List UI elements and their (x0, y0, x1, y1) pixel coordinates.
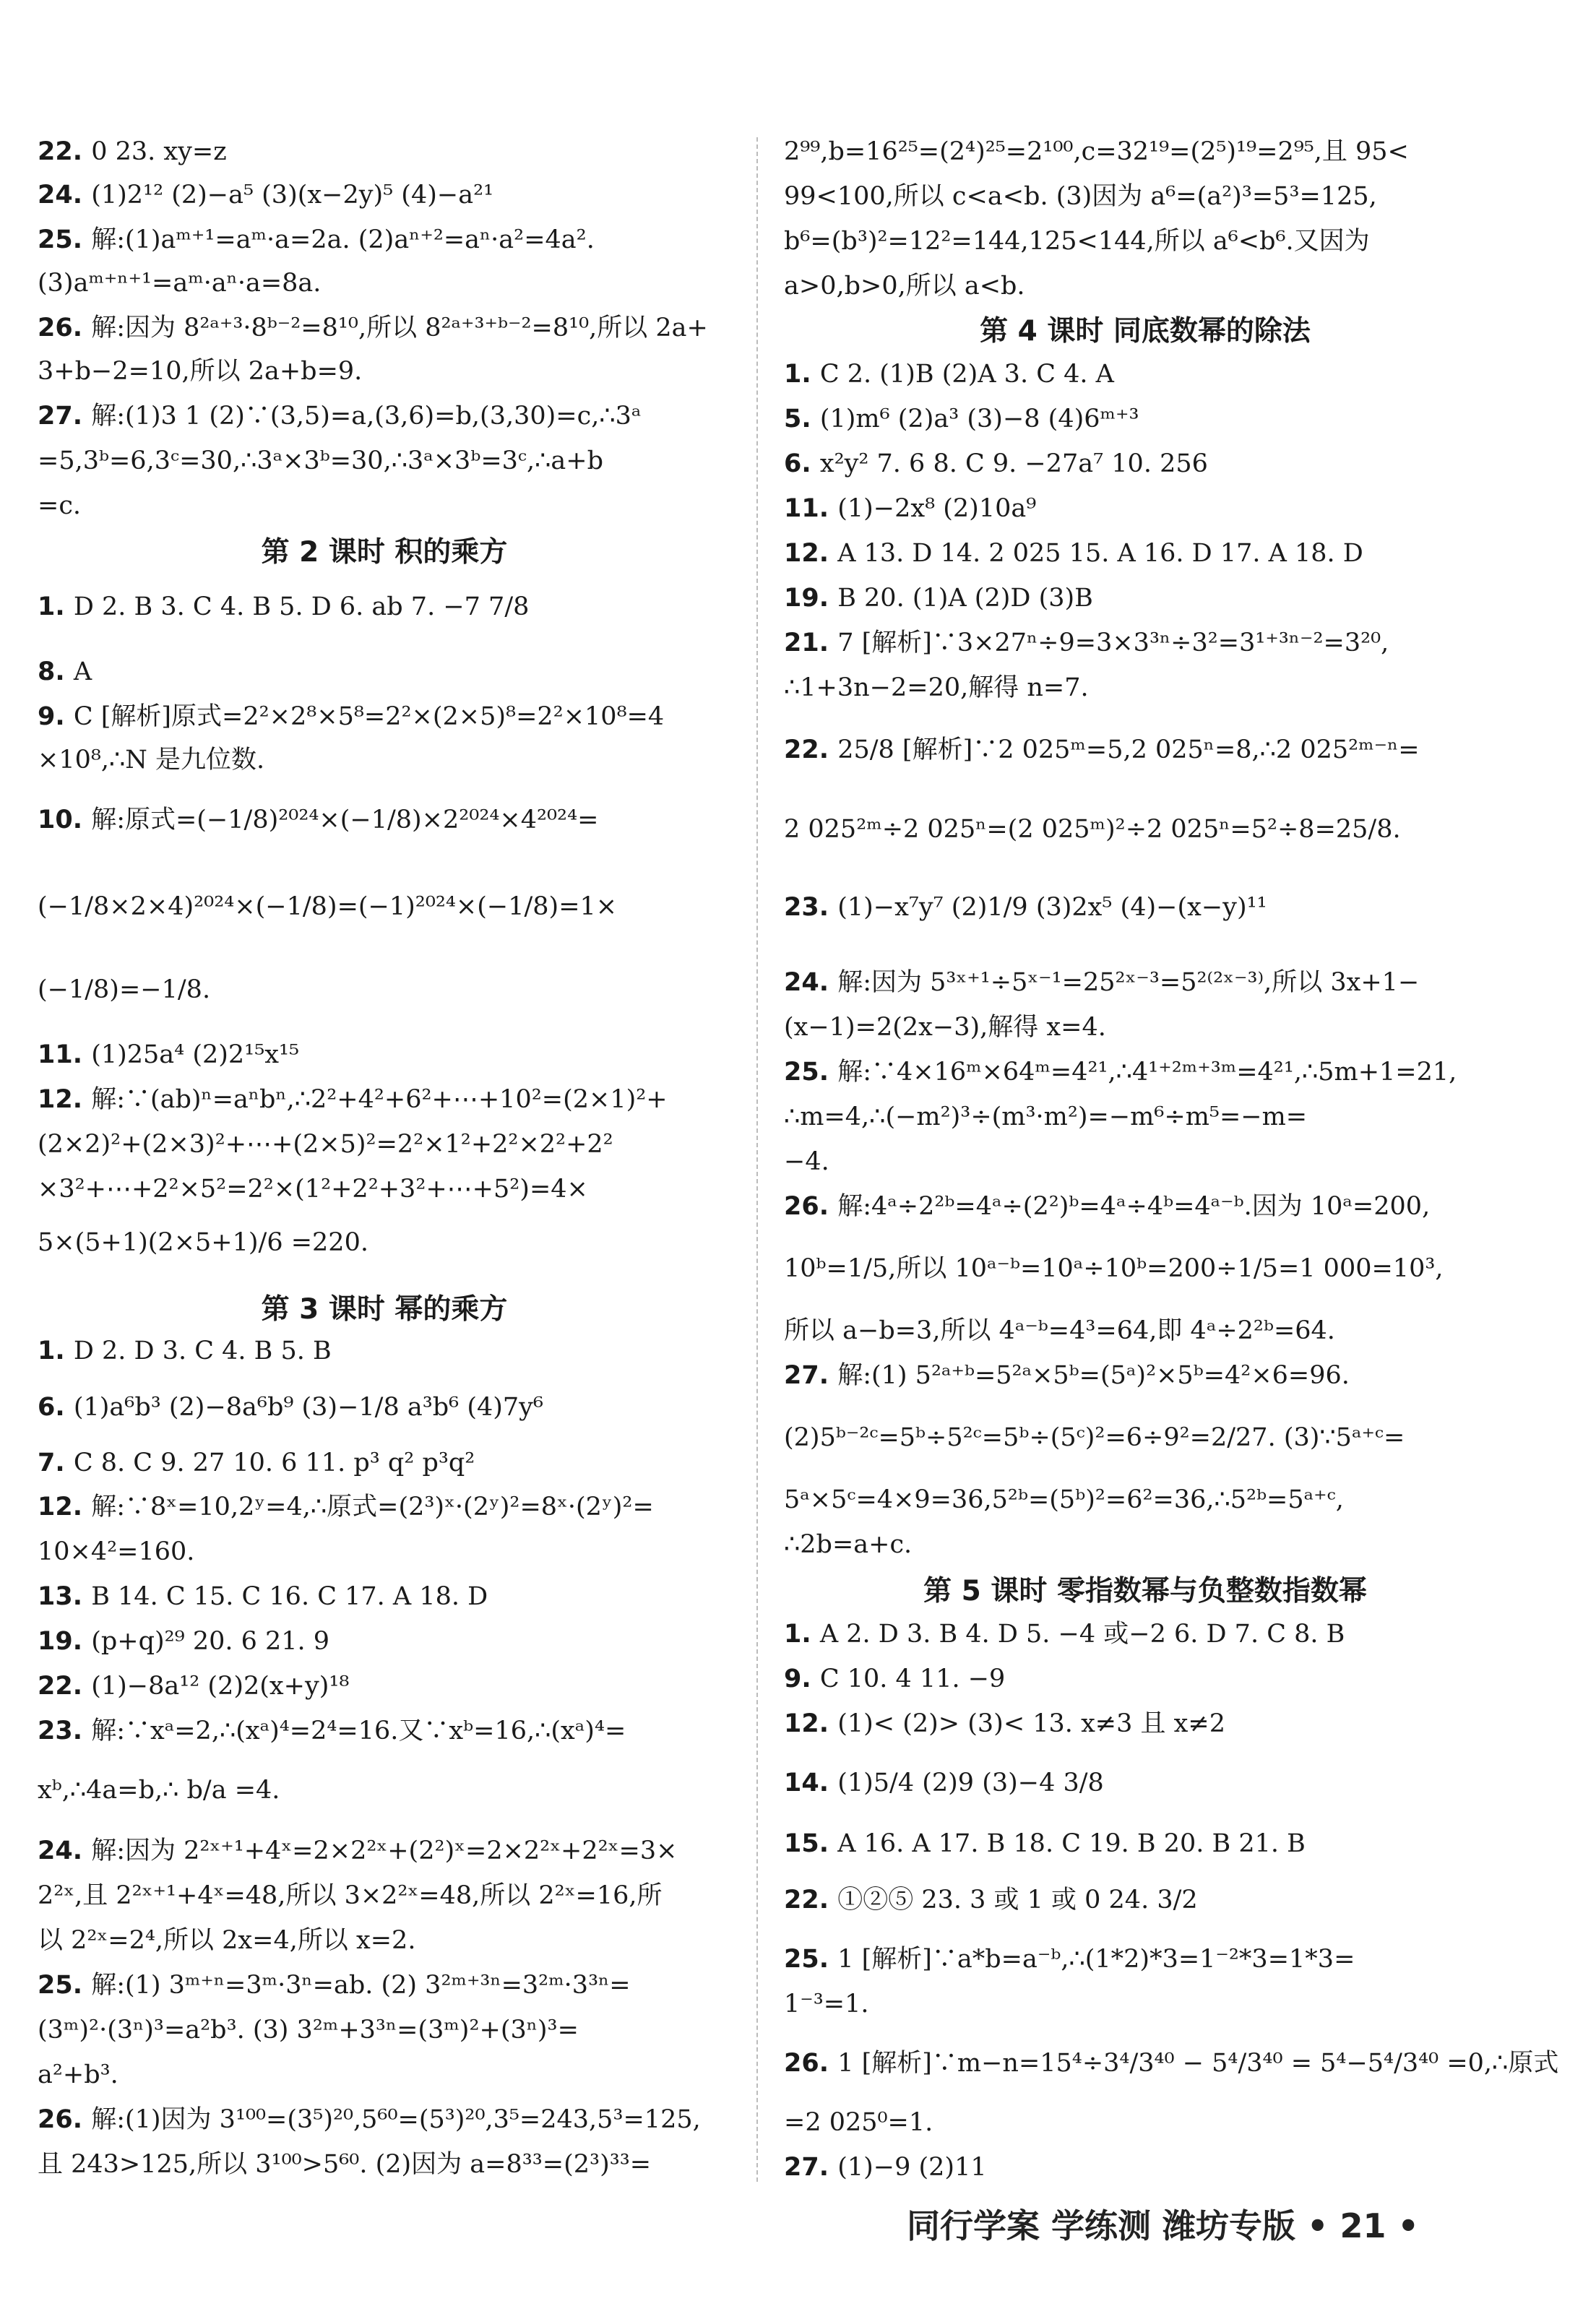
answer-line: ×10⁸,∴N 是九位数. (38, 746, 265, 774)
answer-line: 9. C 10. 4 11. −9 (784, 1665, 1006, 1693)
answer-line: 25. 解:∵4×16ᵐ×64ᵐ=4²¹,∴4¹⁺²ᵐ⁺³ᵐ=4²¹,∴5m+1=21, (784, 1058, 1457, 1087)
answer-line: 27. (1)−9 (2)11 (784, 2153, 987, 2182)
answer-line: 9. C [解析]原式=2²×2⁸×5⁸=2²×(2×5)⁸=2²×10⁸=4 (38, 702, 665, 731)
section-heading: 第 2 课时 积的乘方 (261, 536, 508, 569)
answer-line: 1. D 2. B 3. C 4. B 5. D 6. ab 7. −7 7/8 (38, 592, 530, 621)
answer-line: 22. ①②⑤ 23. 3 或 1 或 0 24. 3/2 (784, 1886, 1198, 1914)
answer-line: 23. (1)−x⁷y⁷ (2)1/9 (3)2x⁵ (4)−(x−y)¹¹ (784, 893, 1267, 922)
answer-line: 10. 解:原式=(−1/8)²⁰²⁴×(−1/8)×2²⁰²⁴×4²⁰²⁴= (38, 806, 599, 834)
answer-line: 所以 a−b=3,所以 4ᵃ⁻ᵇ=4³=64,即 4ᵃ÷2²ᵇ=64. (784, 1316, 1335, 1345)
answer-line: 26. 1 [解析]∵m−n=15⁴÷3⁴/3⁴⁰ − 5⁴/3⁴⁰ = 5⁴−5⁴/3⁴⁰ =0,∴原式 (784, 2049, 1559, 2078)
answer-line: 27. 解:(1)3 1 (2)∵(3,5)=a,(3,6)=b,(3,30)=c,∴3ᵃ (38, 402, 642, 431)
answer-line: =5,3ᵇ=6,3ᶜ=30,∴3ᵃ×3ᵇ=30,∴3ᵃ×3ᵇ=3ᶜ,∴a+b (38, 446, 604, 475)
answer-line: 7. C 8. C 9. 27 10. 6 11. p³ q² p³q² (38, 1449, 475, 1477)
answer-line: ∴2b=a+c. (784, 1530, 913, 1559)
answer-line: (3)aᵐ⁺ⁿ⁺¹=aᵐ·aⁿ·a=8a. (38, 269, 322, 298)
answer-line: 19. B 20. (1)A (2)D (3)B (784, 584, 1093, 613)
answer-line: 11. (1)25a⁴ (2)2¹⁵x¹⁵ (38, 1040, 300, 1069)
answer-line: 8. A (38, 657, 92, 686)
answer-line: 3+b−2=10,所以 2a+b=9. (38, 357, 363, 386)
page-footer: 同行学案 学练测 潍坊专版 • 21 • (907, 2206, 1419, 2245)
answer-line: =c. (38, 491, 82, 520)
answer-line: ∴m=4,∴(−m²)³÷(m³·m²)=−m⁶÷m⁵=−m= (784, 1102, 1308, 1131)
answer-line: 12. (1)< (2)> (3)< 13. x≠3 且 x≠2 (784, 1709, 1225, 1738)
answer-line: xᵇ,∴4a=b,∴ b/a =4. (38, 1776, 280, 1805)
answer-line: 1⁻³=1. (784, 1990, 869, 2019)
section-heading: 第 4 课时 同底数幂的除法 (980, 315, 1311, 347)
answer-line: 26. 解:4ᵃ÷2²ᵇ=4ᵃ÷(2²)ᵇ=4ᵃ÷4ᵇ=4ᵃ⁻ᵇ.因为 10ᵃ=200, (784, 1192, 1431, 1221)
answer-line: 26. 解:因为 8²ᵃ⁺³·8ᵇ⁻²=8¹⁰,所以 8²ᵃ⁺³⁺ᵇ⁻²=8¹⁰,所以 2a+ (38, 314, 708, 342)
answer-line: 19. (p+q)²⁹ 20. 6 21. 9 (38, 1627, 330, 1656)
answer-line: b⁶=(b³)²=12²=144,125<144,所以 a⁶<b⁶.又因为 (784, 227, 1370, 256)
answer-line: 15. A 16. A 17. B 18. C 19. B 20. B 21. B (784, 1829, 1306, 1858)
answer-line: 以 2²ˣ=2⁴,所以 2x=4,所以 x=2. (38, 1926, 416, 1955)
answer-line: =2 025⁰=1. (784, 2108, 933, 2137)
answer-line: 12. 解:∵8ˣ=10,2ʸ=4,∴原式=(2³)ˣ·(2ʸ)²=8ˣ·(2ʸ)²= (38, 1493, 654, 1521)
answer-line: 12. A 13. D 14. 2 025 15. A 16. D 17. A 18. D (784, 539, 1363, 568)
section-heading: 第 5 课时 零指数幂与负整数指数幂 (923, 1575, 1367, 1607)
answer-line: 1. D 2. D 3. C 4. B 5. B (38, 1337, 332, 1365)
answer-line: 10×4²=160. (38, 1537, 195, 1566)
answer-line: 27. 解:(1) 5²ᵃ⁺ᵇ=5²ᵃ×5ᵇ=(5ᵃ)²×5ᵇ=4²×6=96. (784, 1361, 1350, 1390)
answer-line: 5×(5+1)(2×5+1)/6 =220. (38, 1228, 368, 1257)
answer-line: (3ᵐ)²·(3ⁿ)³=a²b³. (3) 3²ᵐ+3³ⁿ=(3ᵐ)²+(3ⁿ)³= (38, 2016, 579, 2045)
answer-line: 25. 解:(1)aᵐ⁺¹=aᵐ·a=2a. (2)aⁿ⁺²=aⁿ·a²=4a². (38, 225, 595, 254)
answer-line: (x−1)=2(2x−3),解得 x=4. (784, 1013, 1106, 1042)
answer-line: ∴1+3n−2=20,解得 n=7. (784, 673, 1089, 702)
answer-line: 14. (1)5/4 (2)9 (3)−4 3/8 (784, 1769, 1104, 1797)
section-heading: 第 3 课时 幂的乘方 (261, 1293, 508, 1326)
answer-line: 6. (1)a⁶b³ (2)−8a⁶b⁹ (3)−1/8 a³b⁶ (4)7y⁶ (38, 1393, 543, 1422)
answer-line: 22. (1)−8a¹² (2)2(x+y)¹⁸ (38, 1672, 350, 1701)
answer-line: 10ᵇ=1/5,所以 10ᵃ⁻ᵇ=10ᵃ÷10ᵇ=200÷1/5=1 000=10³, (784, 1254, 1444, 1283)
answer-line: 26. 解:(1)因为 3¹⁰⁰=(3⁵)²⁰,5⁶⁰=(5³)²⁰,3⁵=243,5³=125, (38, 2105, 701, 2134)
answer-line: 13. B 14. C 15. C 16. C 17. A 18. D (38, 1582, 488, 1611)
answer-line: 11. (1)−2x⁸ (2)10a⁹ (784, 494, 1037, 523)
answer-line: 24. 解:因为 2²ˣ⁺¹+4ˣ=2×2²ˣ+(2²)ˣ=2×2²ˣ+2²ˣ=3× (38, 1836, 678, 1865)
answer-line: 22. 25/8 [解析]∵2 025ᵐ=5,2 025ⁿ=8,∴2 025²ᵐ⁻ⁿ= (784, 735, 1420, 764)
answer-line: (−1/8)=−1/8. (38, 975, 211, 1004)
answer-line: a>0,b>0,所以 a<b. (784, 272, 1025, 301)
answer-line: 25. 1 [解析]∵a*b=a⁻ᵇ,∴(1*2)*3=1⁻²*3=1*3= (784, 1945, 1355, 1974)
answer-line: (2×2)²+(2×3)²+⋯+(2×5)²=2²×1²+2²×2²+2² (38, 1130, 613, 1159)
answer-line: 1. C 2. (1)B (2)A 3. C 4. A (784, 360, 1114, 389)
answer-line: 12. 解:∵(ab)ⁿ=aⁿbⁿ,∴2²+4²+6²+⋯+10²=(2×1)²+ (38, 1085, 668, 1114)
answer-line: 99<100,所以 c<a<b. (3)因为 a⁶=(a²)³=5³=125, (784, 182, 1377, 211)
answer-line: 5ᵃ×5ᶜ=4×9=36,5²ᵇ=(5ᵇ)²=6²=36,∴5²ᵇ=5ᵃ⁺ᶜ, (784, 1485, 1344, 1514)
answer-line: −4. (784, 1147, 829, 1176)
answer-line: (−1/8×2×4)²⁰²⁴×(−1/8)=(−1)²⁰²⁴×(−1/8)=1× (38, 892, 618, 921)
answer-line: 2⁹⁹,b=16²⁵=(2⁴)²⁵=2¹⁰⁰,c=32¹⁹=(2⁵)¹⁹=2⁹⁵,且 95< (784, 137, 1409, 166)
answer-line: (2)5ᵇ⁻²ᶜ=5ᵇ÷5²ᶜ=5ᵇ÷(5ᶜ)²=6÷9²=2/27. (3)∵5ᵃ⁺ᶜ= (784, 1423, 1405, 1452)
column-divider (756, 137, 758, 2182)
answer-line: a²+b³. (38, 2060, 118, 2089)
answer-line: 25. 解:(1) 3ᵐ⁺ⁿ=3ᵐ·3ⁿ=ab. (2) 3²ᵐ⁺³ⁿ=3²ᵐ·3³ⁿ= (38, 1971, 631, 2000)
answer-line: 24. 解:因为 5³ˣ⁺¹÷5ˣ⁻¹=25²ˣ⁻³=5²⁽²ˣ⁻³⁾,所以 3x+1− (784, 968, 1420, 997)
answer-line: ×3²+⋯+2²×5²=2²×(1²+2²+3²+⋯+5²)=4× (38, 1175, 588, 1204)
answer-line: 24. (1)2¹² (2)−a⁵ (3)(x−2y)⁵ (4)−a²¹ (38, 181, 494, 210)
answer-line: 5. (1)m⁶ (2)a³ (3)−8 (4)6ᵐ⁺³ (784, 405, 1139, 433)
answer-line: 23. 解:∵xᵃ=2,∴(xᵃ)⁴=2⁴=16.又∵xᵇ=16,∴(xᵃ)⁴= (38, 1717, 626, 1745)
answer-line: 6. x²y² 7. 6 8. C 9. −27a⁷ 10. 256 (784, 449, 1208, 478)
answer-line: 2 025²ᵐ÷2 025ⁿ=(2 025ᵐ)²÷2 025ⁿ=5²÷8=25/8. (784, 815, 1401, 844)
answer-line: 1. A 2. D 3. B 4. D 5. −4 或−2 6. D 7. C 8. B (784, 1620, 1345, 1649)
answer-line: 22. 0 23. xy=z (38, 137, 227, 166)
answer-line: 2²ˣ,且 2²ˣ⁺¹+4ˣ=48,所以 3×2²ˣ=48,所以 2²ˣ=16,所 (38, 1881, 663, 1910)
answer-line: 且 243>125,所以 3¹⁰⁰>5⁶⁰. (2)因为 a=8³³=(2³)³³= (38, 2150, 652, 2179)
answer-line: 21. 7 [解析]∵3×27ⁿ÷9=3×3³ⁿ÷3²=3¹⁺³ⁿ⁻²=3²⁰, (784, 629, 1389, 657)
